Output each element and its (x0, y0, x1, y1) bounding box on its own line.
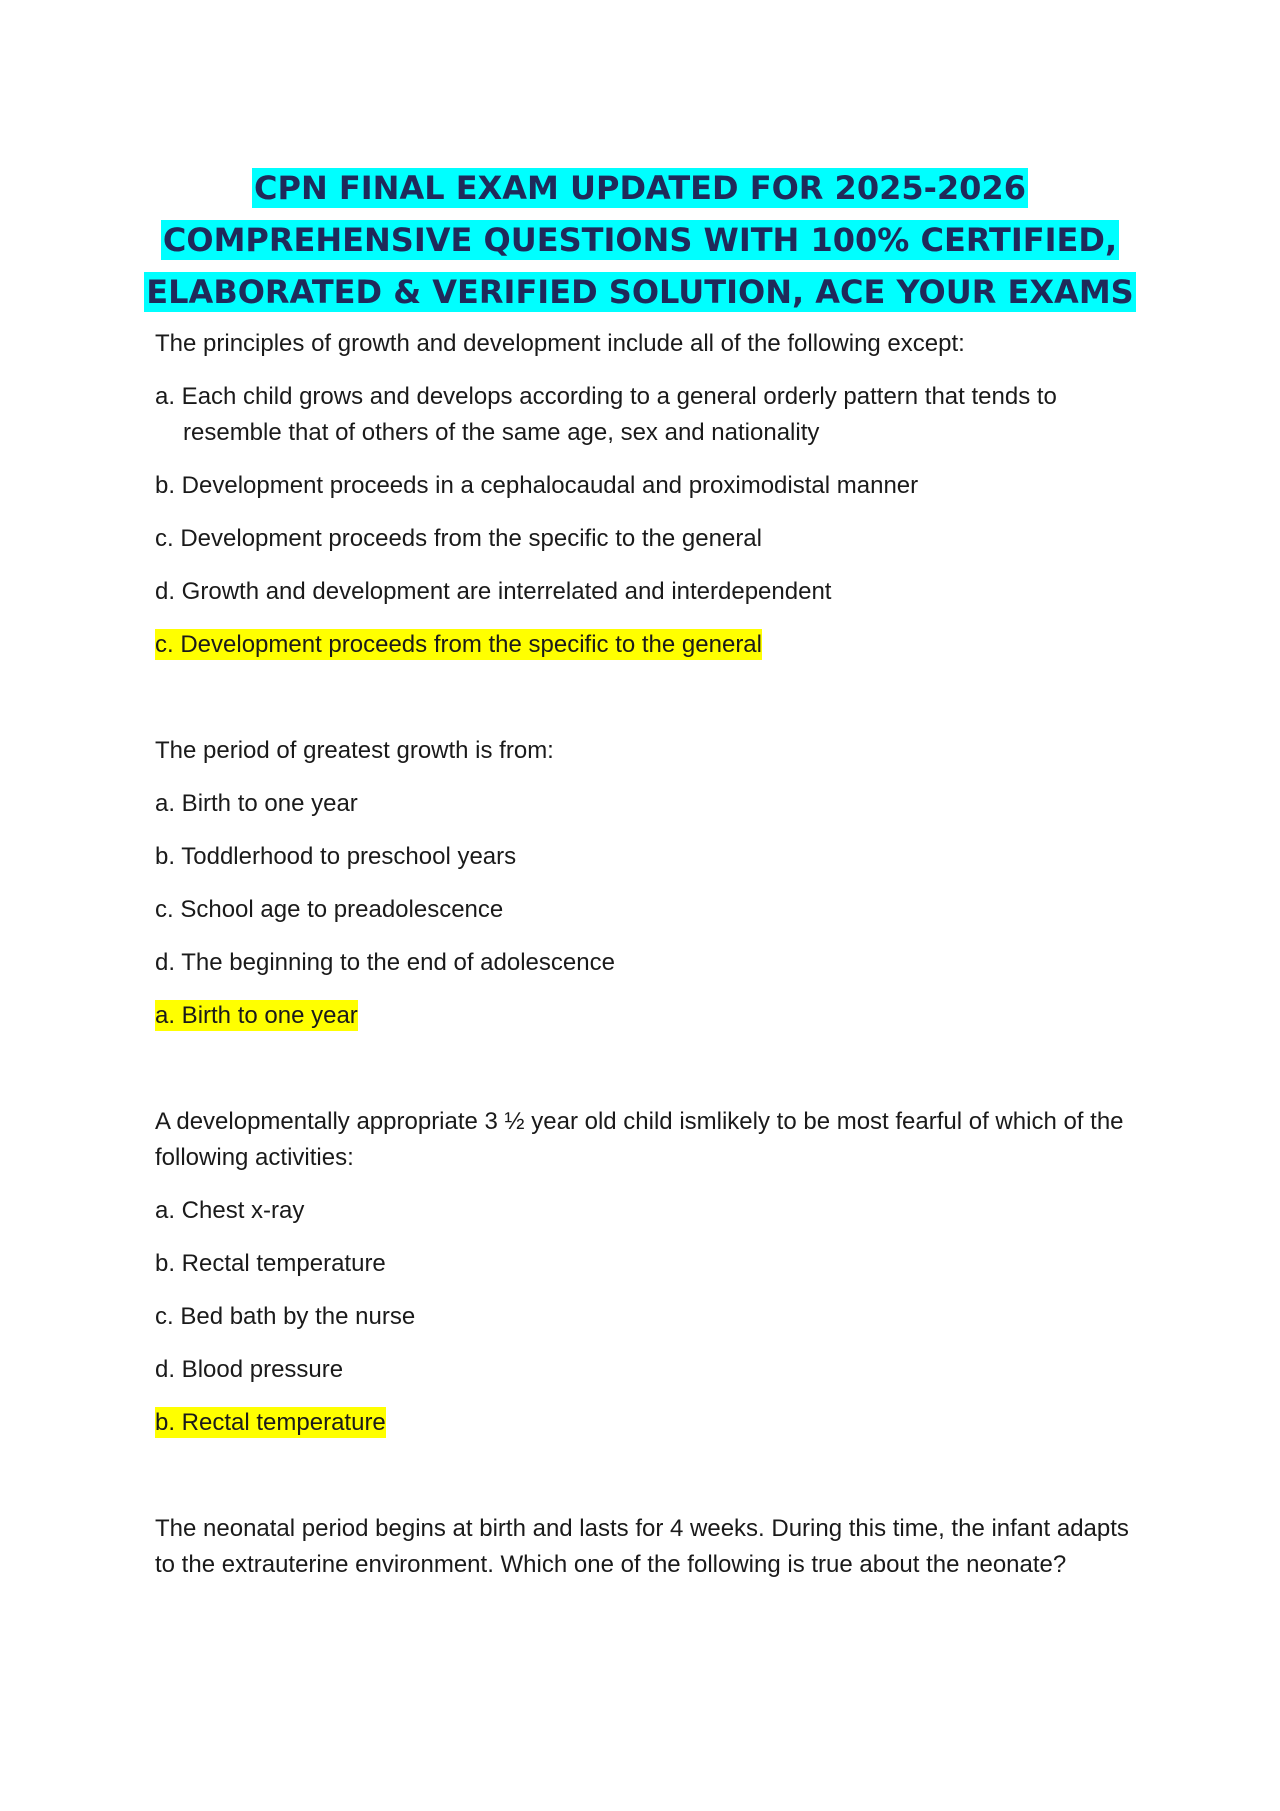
option-list (155, 1193, 1135, 1388)
option-item: d. Growth and development are interrelated and interdependent (155, 578, 832, 605)
option-item: c. Bed bath by the nurse (155, 1303, 416, 1330)
option-item: b. Development proceeds in a cephalocaudal and proximodistal manner (155, 472, 919, 499)
answer-highlight: a. Birth to one year (155, 1002, 358, 1029)
option-item: b. Rectal temperature (155, 1250, 386, 1277)
option-item: a. Chest x-ray (155, 1197, 305, 1224)
option-list (155, 786, 1135, 981)
title-line: CPN FINAL EXAM UPDATED FOR 2025-2026 (254, 169, 1026, 207)
option-item: d. Blood pressure (155, 1356, 344, 1383)
answer-highlight: b. Rectal temperature (155, 1409, 386, 1436)
title-line: COMPREHENSIVE QUESTIONS WITH 100% CERTIFIED, (162, 221, 1118, 259)
question-stem: A developmentally appropriate 3 ½ year old child ismlikely to be most fearful of which of the following activities: (155, 1108, 1124, 1171)
option-item: a. Each child grows and develops according to a general orderly pattern that tends to resemble that of others of the same age, sex and nationality (155, 383, 1057, 446)
option-item: b. Toddlerhood to preschool years (155, 843, 517, 870)
question-block (155, 1511, 1135, 1583)
document-body (155, 326, 1135, 1600)
answer-highlight: c. Development proceeds from the specific to the general (155, 631, 762, 658)
question-stem: The period of greatest growth is from: (155, 737, 554, 764)
option-item: c. School age to preadolescence (155, 896, 504, 923)
option-item: a. Birth to one year (155, 790, 358, 817)
question-block (155, 1104, 1135, 1441)
question-stem: The principles of growth and development include all of the following except: (155, 330, 965, 357)
title-line: ELABORATED & VERIFIED SOLUTION, ACE YOUR EXAMS (146, 273, 1134, 311)
document-title (0, 162, 1280, 318)
option-item: d. The beginning to the end of adolescence (155, 949, 615, 976)
question-block (155, 326, 1135, 663)
option-list (155, 379, 1135, 610)
question-block (155, 733, 1135, 1034)
question-stem: The neonatal period begins at birth and lasts for 4 weeks. During this time, the infant adapts to the extrauterine environment. Which one of the following is true about the neonate? (155, 1515, 1129, 1578)
option-item: c. Development proceeds from the specific to the general (155, 525, 762, 552)
